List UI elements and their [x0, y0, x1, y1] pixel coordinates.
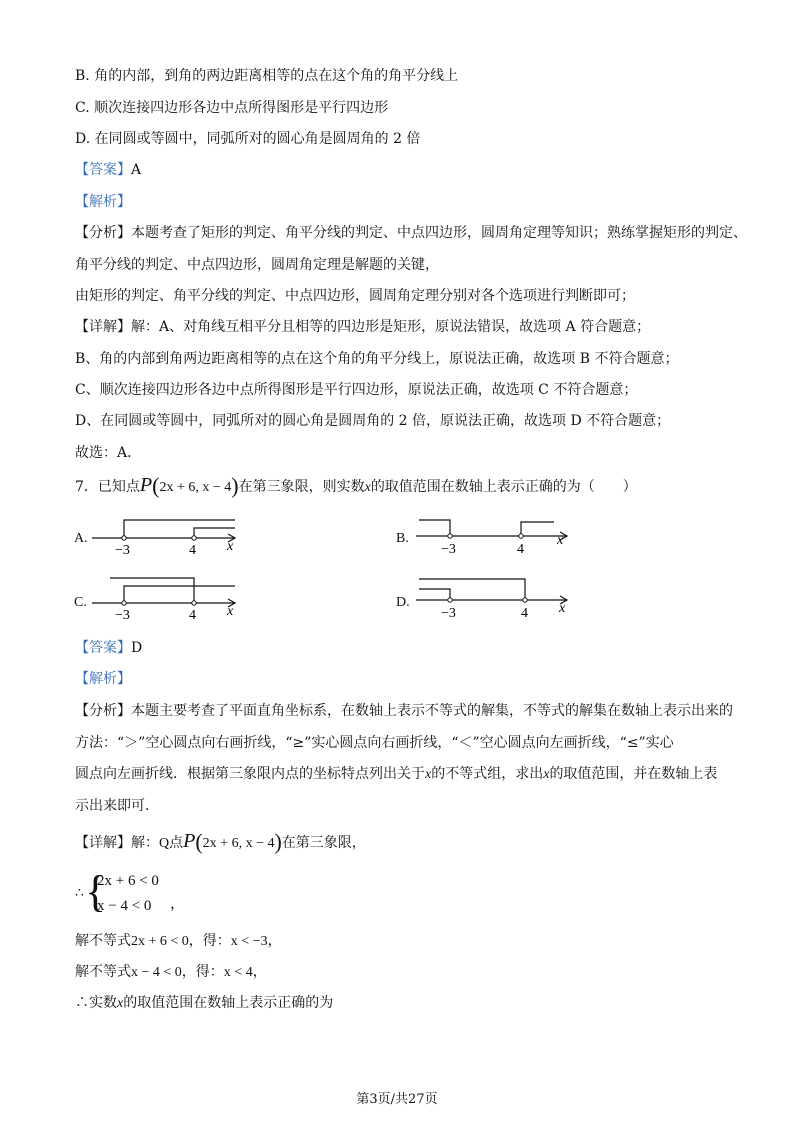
point-coords: 2x + 6, x − 4 — [202, 836, 275, 851]
q6-detail-3: C、顺次连接四边形各边中点所得图形是平行四边形，原说法正确，故选项 C 不符合题意； — [75, 382, 638, 398]
var-x: x — [425, 767, 432, 782]
var-x: x — [117, 996, 124, 1011]
solve-1c: ，得： — [188, 933, 231, 949]
solve-1e: ， — [267, 933, 282, 949]
paren-open: ( — [195, 829, 203, 854]
brace-symbol: { — [85, 867, 107, 916]
detail-tag: 【详解】 — [75, 835, 131, 851]
q7-fenxi-3 — [75, 765, 717, 784]
axis-var: x — [227, 539, 234, 554]
therefore-symbol: ∴ — [75, 885, 84, 901]
solution-ray — [110, 578, 194, 603]
solve-1d: x < −3 — [230, 934, 268, 949]
system-eq-2: x − 4 < 0 — [97, 898, 152, 914]
number-line-d[interactable] — [414, 572, 574, 624]
q6-analysis-tag — [75, 193, 131, 211]
solve-2d: x < 4 — [223, 965, 253, 980]
open-dot — [448, 598, 452, 602]
q7-solve-2 — [75, 963, 267, 982]
q6-detail-1 — [75, 318, 650, 336]
option-c-label[interactable]: C. — [74, 595, 87, 610]
solve-2a: 解不等式 — [75, 964, 131, 980]
q7-stem — [75, 473, 637, 498]
q7-fenxi-4: 示出来即可． — [75, 798, 159, 814]
q6-answer — [75, 161, 141, 179]
option-a-label[interactable]: A. — [74, 531, 88, 546]
number-line-a[interactable] — [90, 512, 240, 557]
q6-fenxi-3: 由矩形的判定、角平分线的判定、中点四边形，圆周角定理分别对各个选项进行判断即可； — [75, 288, 635, 304]
solve-2e: ， — [252, 964, 267, 980]
fenxi-3b: 的不等式组，求出 — [431, 766, 544, 782]
detail-1b: 点 — [169, 835, 184, 851]
analysis-tag: 【解析】 — [75, 671, 131, 687]
stem-mid: 在第三象限，则实数 — [238, 479, 365, 495]
open-dot — [122, 601, 126, 605]
paren-open: ( — [152, 473, 160, 498]
option-d-label[interactable]: D. — [396, 595, 410, 610]
option-d-text: D. 在同圆或等圆中，同弧所对的圆心角是圆周角的 2 倍 — [75, 131, 421, 147]
option-c-text: C. 顺次连接四边形各边中点所得图形是平行四边形 — [75, 100, 389, 116]
q6-fenxi-1 — [75, 224, 747, 242]
axis-var: x — [557, 533, 564, 548]
answer-tag: 【答案】 — [75, 640, 131, 656]
tick-label-left: −3 — [441, 606, 456, 621]
detail-text: 解：A、对角线互相平分且相等的四边形是矩形，原说法错误，故选项 A 符合题意； — [131, 319, 651, 335]
q6-conclusion: 故选：A． — [75, 445, 142, 461]
because-symbol: Q — [159, 836, 170, 851]
var-x: x — [364, 480, 371, 495]
fenxi-3a: 圆点向左画折线．根据第三象限内点的坐标特点列出关于 — [75, 766, 425, 782]
axis-var: x — [227, 604, 234, 619]
tick-label-left: −3 — [115, 608, 130, 622]
answer-tag: 【答案】 — [75, 162, 131, 178]
q7-final — [75, 994, 333, 1013]
final-a: ∴实数 — [75, 995, 117, 1011]
point-coords: 2x + 6, x − 4 — [159, 480, 232, 495]
tick-label-right: 4 — [189, 543, 196, 557]
solve-1a: 解不等式 — [75, 933, 131, 949]
solution-ray — [419, 520, 450, 536]
axis-var: x — [559, 601, 566, 616]
detail-1a: 解： — [131, 835, 159, 851]
stem-prefix: 7．已知点 — [75, 479, 140, 495]
inequality-system — [75, 868, 235, 918]
solve-1b: 2x + 6 < 0 — [131, 934, 189, 949]
system-comma: ， — [170, 894, 186, 912]
fenxi-text: 本题主要考查了平面直角坐标系，在数轴上表示不等式的解集，不等式的解集在数轴上表示出来的 — [131, 703, 733, 719]
open-dot — [523, 598, 527, 602]
q7-detail-1 — [75, 829, 366, 854]
stem-suffix: 的取值范围在数轴上表示正确的为（ ） — [370, 479, 637, 495]
q6-detail-2: B、角的内部到角两边距离相等的点在这个角的角平分线上，原说法正确，故选项 B 不符合题意； — [75, 351, 679, 367]
q6-detail-4: D、在同圆或等圆中，同弧所对的圆心角是圆周角的 2 倍，原说法正确，故选项 D 不符合题意； — [75, 413, 671, 429]
number-line-b[interactable] — [414, 512, 574, 557]
tick-label-right: 4 — [189, 608, 196, 622]
open-dot — [192, 601, 196, 605]
page-footer: 第3页/共27页 — [356, 1092, 438, 1107]
detail-1c: 在第三象限， — [281, 835, 366, 851]
q7-answer — [75, 639, 142, 657]
tick-label-left: −3 — [115, 543, 130, 557]
system-eq-1: 2x + 6 < 0 — [97, 873, 159, 889]
q7-fenxi-1 — [75, 702, 733, 720]
point-name: P — [183, 830, 196, 852]
q7-fenxi-2: 方法：“＞”空心圆点向右画折线，“≥”实心圆点向右画折线，“＜”空心圆点向左画折线，“≤”实心 — [75, 735, 674, 751]
var-x: x — [543, 767, 550, 782]
option-b-text: B. 角的内部，到角的两边距离相等的点在这个角的角平分线上 — [75, 68, 459, 84]
fenxi-3c: 的取值范围，并在数轴上表 — [549, 766, 718, 782]
fenxi-tag: 【分析】 — [75, 703, 131, 719]
solution-ray — [124, 586, 235, 603]
paren-close: ) — [274, 829, 282, 854]
final-b: 的取值范围在数轴上表示正确的为 — [123, 995, 334, 1011]
solution-ray — [124, 520, 235, 538]
tick-label-left: −3 — [441, 542, 456, 557]
open-dot — [122, 536, 126, 540]
detail-tag: 【详解】 — [75, 319, 131, 335]
analysis-tag: 【解析】 — [75, 194, 131, 210]
q7-analysis-tag — [75, 670, 131, 688]
solve-2b: x − 4 < 0 — [131, 965, 182, 980]
solution-ray — [194, 528, 235, 538]
open-dot — [519, 534, 523, 538]
answer-value: A — [131, 162, 142, 178]
q6-fenxi-2: 角平分线的判定、中点四边形，圆周角定理是解题的关键， — [75, 257, 439, 273]
point-name: P — [139, 474, 153, 496]
solution-ray — [521, 522, 554, 536]
number-line-c[interactable] — [90, 572, 240, 622]
option-b-label[interactable]: B. — [396, 531, 409, 546]
fenxi-text: 本题考查了矩形的判定、角平分线的判定、中点四边形，圆周角定理等知识；熟练掌握矩形的判定、 — [131, 225, 747, 241]
fenxi-tag: 【分析】 — [75, 225, 131, 241]
solve-2c: ，得： — [181, 964, 224, 980]
paren-close: ) — [231, 473, 239, 498]
q7-solve-1 — [75, 932, 282, 951]
answer-value: D — [131, 640, 143, 656]
tick-label-right: 4 — [517, 542, 524, 557]
tick-label-right: 4 — [521, 606, 528, 621]
open-dot — [448, 534, 452, 538]
solution-ray — [419, 589, 450, 600]
open-dot — [192, 536, 196, 540]
